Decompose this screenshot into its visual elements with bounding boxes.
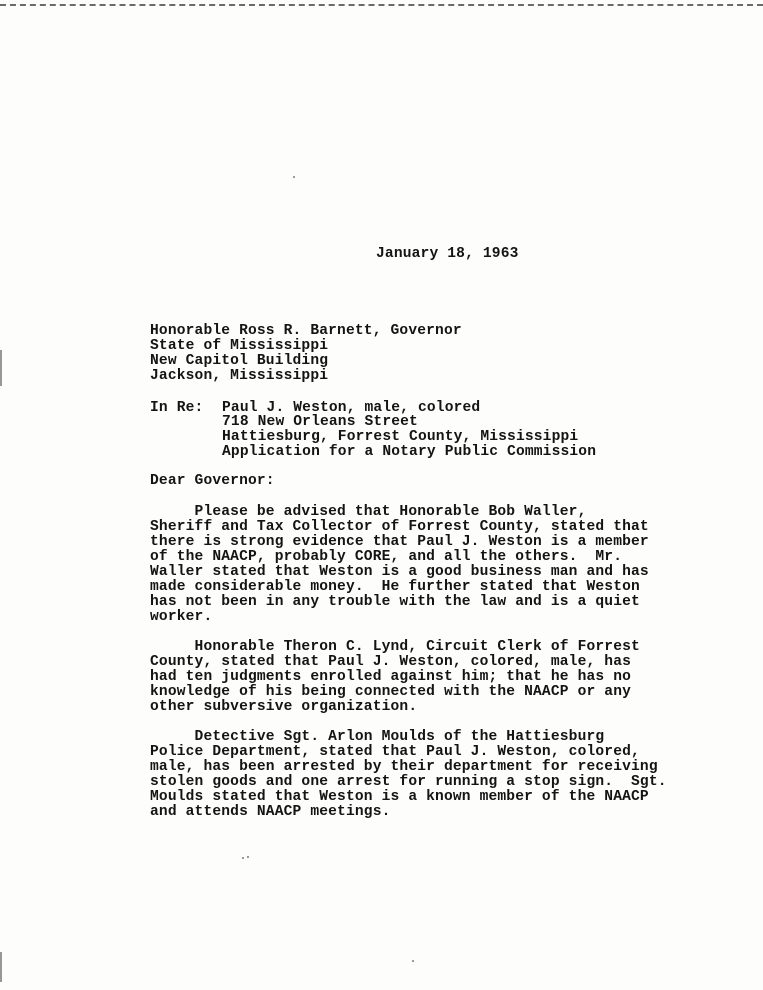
re-line: Hattiesburg, Forrest County, Mississippi [222, 429, 579, 445]
paragraph-line: County, stated that Paul J. Weston, colored, male, has [150, 654, 632, 670]
address-line: State of Mississippi [150, 338, 329, 354]
re-label: In Re: [150, 400, 204, 416]
address-line: Honorable Ross R. Barnett, Governor [150, 323, 462, 339]
paragraph-line: stolen goods and one arrest for running a stop sign. Sgt. [150, 774, 667, 790]
paragraph-line: Moulds stated that Weston is a known member of the NAACP [150, 789, 649, 805]
paragraph-line: Sheriff and Tax Collector of Forrest County, stated that [150, 519, 649, 535]
paragraph-line: knowledge of his being connected with the NAACP or any [150, 684, 632, 700]
paragraph-line: male, has been arrested by their department for receiving [150, 759, 658, 775]
address-line: Jackson, Mississippi [150, 368, 329, 384]
scan-speck [293, 176, 295, 178]
paragraph-line: other subversive organization. [150, 699, 418, 715]
scan-speck [242, 857, 244, 859]
paragraph-line: and attends NAACP meetings. [150, 804, 391, 820]
paragraph-line: had ten judgments enrolled against him; that he has no [150, 669, 632, 685]
salutation: Dear Governor: [150, 473, 275, 489]
paragraph-line: has not been in any trouble with the law and is a quiet [150, 594, 640, 610]
paragraph-line: Please be advised that Honorable Bob Waller, [150, 504, 587, 520]
scan-speck [247, 856, 249, 858]
page-top-edge [0, 4, 763, 6]
paragraph-line: made considerable money. He further stated that Weston [150, 579, 640, 595]
paragraph-line: Detective Sgt. Arlon Moulds of the Hattiesburg [150, 729, 605, 745]
re-line: Paul J. Weston, male, colored [222, 400, 481, 416]
letter-date: January 18, 1963 [376, 246, 519, 262]
margin-mark [0, 350, 2, 386]
paragraph-line: Honorable Theron C. Lynd, Circuit Clerk of Forrest [150, 639, 640, 655]
re-line: 718 New Orleans Street [222, 414, 418, 430]
paragraph-line: Waller stated that Weston is a good business man and has [150, 564, 649, 580]
paragraph-line: worker. [150, 609, 213, 625]
margin-mark [0, 952, 2, 982]
scan-speck [412, 960, 414, 962]
address-line: New Capitol Building [150, 353, 329, 369]
paragraph-line: there is strong evidence that Paul J. Weston is a member [150, 534, 649, 550]
paragraph-line: Police Department, stated that Paul J. Weston, colored, [150, 744, 640, 760]
paragraph-line: of the NAACP, probably CORE, and all the others. Mr. [150, 549, 623, 565]
re-line: Application for a Notary Public Commission [222, 444, 597, 460]
